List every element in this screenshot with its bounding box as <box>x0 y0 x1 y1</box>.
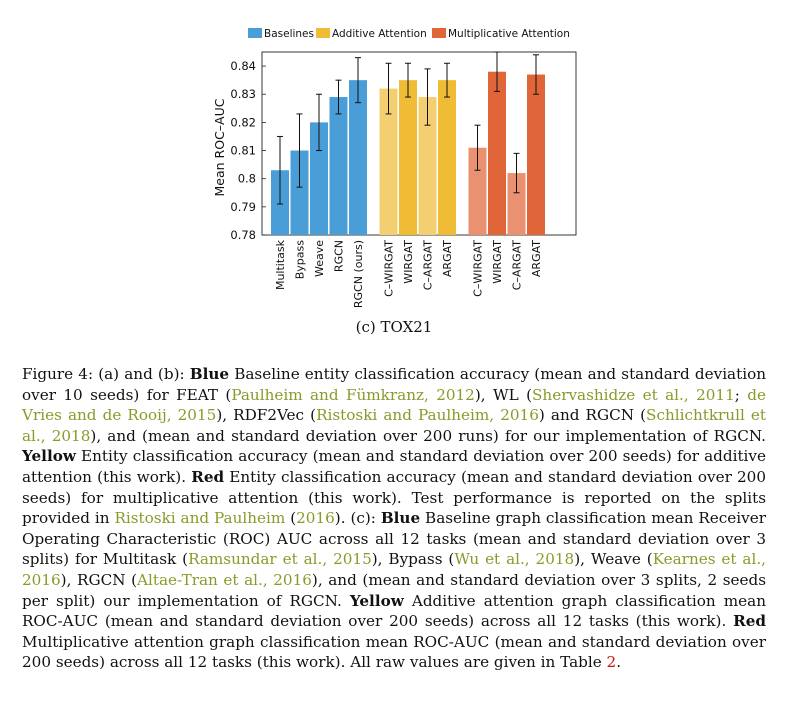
legend-swatch <box>248 28 262 38</box>
legend-swatch <box>316 28 330 38</box>
caption-text: Figure 4: (a) and (b): <box>22 365 190 383</box>
caption-text: ), Bypass ( <box>371 550 455 569</box>
y-tick-label: 0.84 <box>230 59 256 74</box>
y-tick-label: 0.8 <box>237 171 256 186</box>
bar <box>399 80 417 235</box>
caption-text: ). (c): <box>334 509 381 528</box>
bar <box>527 75 545 235</box>
x-tick-label: Bypass <box>293 240 307 280</box>
citation-link[interactable]: 2016 <box>296 509 335 528</box>
x-tick-label: RGCN (ours) <box>352 240 365 309</box>
citation-link[interactable]: Ristoski and Paulheim, 2016 <box>316 406 539 425</box>
caption-text: ), WL ( <box>474 385 533 404</box>
x-tick-label: Multitask <box>274 240 287 291</box>
figure-caption <box>22 364 766 673</box>
caption-text: ), RDF2Vec ( <box>216 406 317 425</box>
caption-text: Baseline graph classification mean Receiver Operating Characteristic (ROC) AUC across all 12 tasks (mean and standard deviation over 3 splits) for Multitask ( <box>22 509 766 569</box>
caption-color-keyword: Red <box>191 467 225 486</box>
y-tick-label: 0.83 <box>230 87 256 102</box>
subfigure-label: (c) TOX21 <box>355 318 433 336</box>
caption-text: ) and RGCN ( <box>538 406 647 425</box>
legend-label: Multiplicative Attention <box>448 28 570 40</box>
x-tick-label: C–ARGAT <box>510 240 524 291</box>
citation-link[interactable]: Altae-Tran et al., 2016 <box>137 570 312 589</box>
y-tick-label: 0.79 <box>230 199 256 214</box>
citation-link[interactable]: Ristoski and Paulheim <box>114 509 286 528</box>
caption-text: ), Weave ( <box>574 550 653 569</box>
table-ref-link[interactable]: 2 <box>606 653 617 672</box>
legend-label: Baselines <box>264 28 314 40</box>
x-tick-label: ARGAT <box>530 240 543 278</box>
caption-text: . <box>616 653 622 672</box>
caption-color-keyword: Yellow <box>349 591 404 610</box>
figure-4c <box>0 0 788 350</box>
y-tick-label: 0.81 <box>230 143 256 158</box>
legend-label: Additive Attention <box>332 28 427 40</box>
y-axis-label: Mean ROC–AUC <box>212 98 227 197</box>
citation-link[interactable]: Ramsundar et al., 2015 <box>188 550 372 569</box>
bar-chart <box>0 0 788 318</box>
bar <box>349 80 367 235</box>
x-tick-label: RGCN <box>332 240 346 273</box>
caption-text: ; <box>734 385 748 404</box>
caption-color-keyword: Blue <box>189 365 230 383</box>
caption-text: ), and (mean and standard deviation over 200 runs) for our implementation of RGCN. <box>90 426 766 445</box>
caption-text: ), RGCN ( <box>60 570 138 589</box>
caption-color-keyword: Blue <box>380 509 421 528</box>
caption-color-keyword: Red <box>733 612 766 631</box>
x-tick-label: ARGAT <box>441 240 454 278</box>
x-tick-label: C–WIRGAT <box>382 240 396 297</box>
x-tick-label: C–WIRGAT <box>471 240 485 297</box>
caption-text: Entity classification accuracy (mean and standard deviation over 200 seeds) for additive attention (this work). <box>22 447 766 486</box>
bar <box>330 97 348 235</box>
caption-text: ( <box>285 509 297 528</box>
citation-link[interactable]: de Vries and de Rooij, 2015 <box>22 385 766 425</box>
caption-text: ), and (mean and standard deviation over 3 splits, 2 seeds per split) our implementation of RGCN. <box>22 570 766 610</box>
x-tick-label: Weave <box>313 240 326 278</box>
y-tick-label: 0.78 <box>230 228 256 242</box>
bar <box>488 72 506 235</box>
x-tick-label: WIRGAT <box>491 240 504 284</box>
citation-link[interactable]: Schlichtkrull et al., 2018 <box>22 406 766 445</box>
citation-link[interactable]: Shervashidze et al., 2011 <box>532 385 735 404</box>
caption-text: Entity classification accuracy (mean and standard deviation over 200 seeds) for multiplicative attention (this work). Test performance is reported on the splits provided in <box>22 467 766 528</box>
x-tick-label: WIRGAT <box>402 240 415 284</box>
caption-text: Baseline entity classification accuracy (mean and standard deviation over 10 seeds) for FEAT ( <box>22 365 766 404</box>
caption-text: Multiplicative attention graph classification mean ROC-AUC (mean and standard deviation over 200 seeds) across all 12 tasks (this work). All raw values are given in Table <box>22 632 766 672</box>
caption-text: Additive attention graph classification mean ROC-AUC (mean and standard deviation over 200 seeds) across all 12 tasks (this work). <box>22 591 766 631</box>
y-tick-label: 0.82 <box>230 115 256 130</box>
bar <box>438 80 456 235</box>
citation-link[interactable]: Kearnes et al., 2016 <box>22 550 766 589</box>
x-tick-label: C–ARGAT <box>421 240 435 291</box>
citation-link[interactable]: Paulheim and Fümkranz, 2012 <box>231 385 475 404</box>
citation-link[interactable]: Wu et al., 2018 <box>454 550 575 569</box>
caption-color-keyword: Yellow <box>22 447 76 466</box>
legend-swatch <box>432 28 446 38</box>
